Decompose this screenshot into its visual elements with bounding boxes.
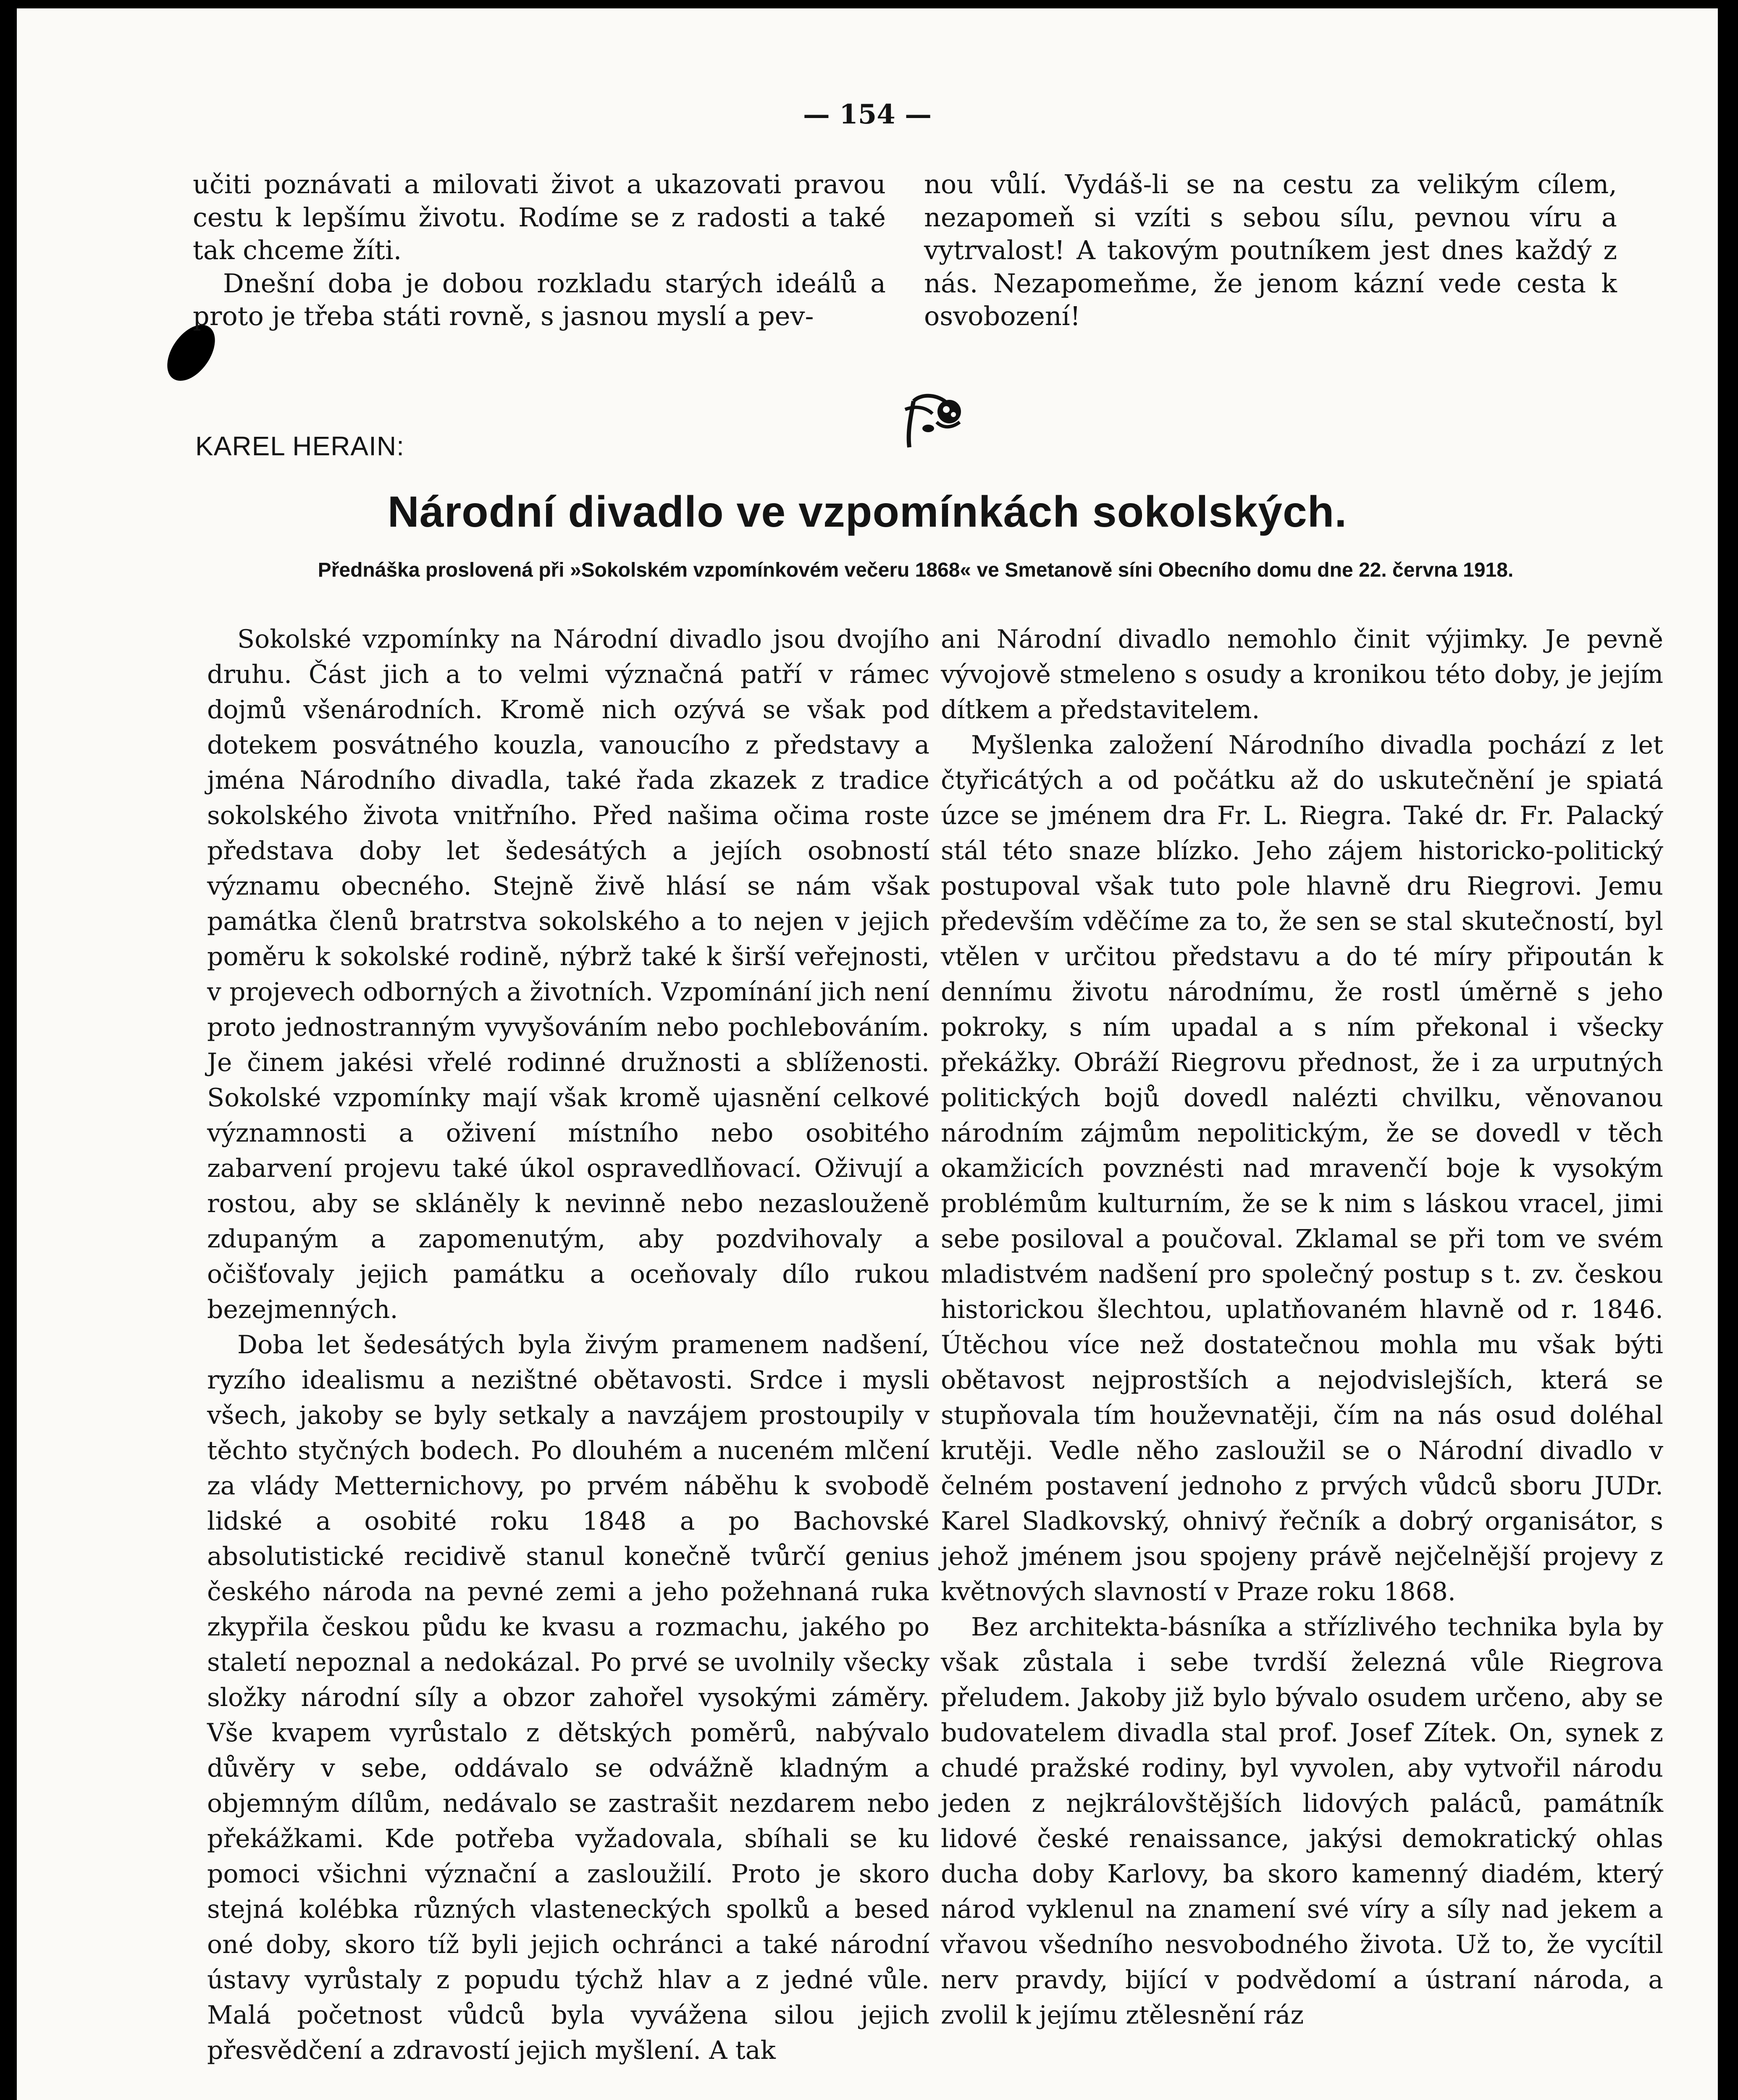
article-paragraph: Myšlenka založení Národního divadla pochází z let čtyřicátých a od počátku až do uskutečnění je spiatá úzce se jménem dra Fr. L. Riegra. Také dr. Fr. Palacký stál této snaze blízko. Jeho zájem historicko-politický postupoval však tuto pole hlavně dru Riegrovi. Jemu především vděčíme za to, že sen se stal skutečností, byl vtělen v určitou představu a do té míry připoután k dennímu životu národnímu, že rostl úměrně s jeho pokroky, s ním upadal a s ním překonal i všecky překážky. Obráží Riegrovu přednost, že i za urputných politických bojů dovedl nalézti chvilku, věnovanou národním zájmům nepolitickým, že se dovedl v těch okamžicích povznésti nad mravenčí boje k vysokým problémům kulturním, že se k nim s láskou vracel, jimi sebe posiloval a poučoval. Zklamal se při tom ve svém mladistvém nadšení pro společný postup s t. zv. českou historickou šlechtou, uplatňovaném hlavně od r. 1846. Útěchou více než dostatečnou mohla mu však býti obětavost nejprostších a nejodvislejších, která se stupňovala tím houževnatěji, čím na nás osud doléhal krutěji. Vedle něho zasloužil se o Národní divadlo v čelném postavení jednoho z prvých vůdců sboru JUDr. Karel Sladkovský, ohnivý řečník a dobrý organisátor, s jehož jménem jsou spojeny právě nejčelnější projevy z květnových slavností v Praze roku 1868. — [941, 730, 1663, 1606]
continuation-right-column — [924, 168, 1617, 333]
continuation-paragraph: Dnešní doba je dobou rozkladu starých ideálů a proto je třeba státi rovně, s jasnou myslí a pev- — [193, 268, 886, 331]
article-paragraph: ani Národní divadlo nemohlo činit výjimky. Je pevně vývojově stmeleno s osudy a kronikou této doby, je jejím dítkem a představitelem. — [941, 625, 1663, 724]
continuation-paragraph: učiti poznávati a milovati život a ukazovati pravou cestu k lepšímu životu. Rodíme se z radosti a také tak chceme žíti. — [193, 169, 886, 265]
article-subtitle: Přednáška proslovená při »Sokolském vzpomínkovém večeru 1868« ve Smetanově síni Obecního domu dne 22. června 1918. — [318, 559, 1514, 581]
page-number: — 154 — — [803, 99, 932, 130]
article-left-column — [207, 622, 929, 2068]
article-paragraph: Sokolské vzpomínky na Národní divadlo jsou dvojího druhu. Část jich a to velmi význačná patří v rámec dojmů všenárodních. Kromě nich ozývá se však pod dotekem posvátného kouzla, vanoucího z představy a jména Národního divadla, také řada zkazek z tradice sokolského života vnitřního. Před našima očima roste představa doby let šedesátých a jejích osobností významu obecného. Stejně živě hlásí se nám však památka členů bratrstva sokolského a to nejen v jejich poměru k sokolské rodině, nýbrž také k širší veřejnosti, v projevech odborných a životních. Vzpomínání jich není proto jednostranným vyvyšováním nebo pochlebováním. Je činem jakési vřelé rodinné družnosti a sblíženosti. Sokolské vzpomínky mají však kromě ujasnění celkové významnosti a oživení místního nebo osobitého zabarvení projevu také úkol ospravedlňovací. Oživují a rostou, aby se skláněly k nevinně nebo nezaslouženě zdupaným a zapomenutým, aby pozdvihovaly a očišťovaly jejich památku a oceňovaly dílo rukou bezejmenných. — [207, 625, 929, 1324]
continuation-paragraph: nou vůlí. Vydáš-li se na cestu za velikým cílem, nezapomeň si vzíti s sebou sílu, pevnou víru a vytrvalost! A takovým poutníkem jest dnes každý z nás. Nezapomeňme, že jenom kázní vede cesta k osvobození! — [924, 169, 1617, 331]
article-paragraph: Doba let šedesátých byla živým pramenem nadšení, ryzího idealismu a nezištné obětavosti. Srdce i mysli všech, jakoby se byly setkaly a navzájem prostoupily v těchto styčných bodech. Po dlouhém a nuceném mlčení za vlády Metternichovy, po prvém náběhu k svobodě lidské a osobité roku 1848 a po Bachovské absolutistické recidivě stanul konečně tvůrčí genius českého národa na pevné zemi a jeho požehnaná ruka zkypřila českou půdu ke kvasu a rozmachu, jakého po staletí nepoznal a nedokázal. Po prvé se uvolnily všecky složky národní síly a obzor zahořel vysokými záměry. Vše kvapem vyrůstalo z dětských poměrů, nabývalo důvěry v sebe, oddávalo se odvážně kladným a objemným dílům, nedávalo se zastrašit nezdarem nebo překážkami. Kde potřeba vyžadovala, sbíhali se ku pomoci všichni význační a zasloužilí. Proto je skoro stejná kolébka různých vlasteneckých spolků a besed oné doby, skoro tíž byli jejich ochránci a také národní ústavy vyrůstaly z popudu týchž hlav a z jedné vůle. Malá početnost vůdců byla vyvážena silou jejich přesvědčení a zdravostí jejich myšlení. A tak — [207, 1330, 929, 2065]
article-title: Národní divadlo ve vzpomínkách sokolských. — [387, 488, 1347, 536]
author-name: KAREL HERAIN: — [195, 431, 404, 461]
article-right-column — [941, 622, 1663, 2033]
article-paragraph: Bez architekta-básníka a střízlivého technika byla by však zůstala i sebe tvrdší železná vůle Riegrova přeludem. Jakoby již bylo bývalo osudem určeno, aby se budovatelem divadla stal prof. Josef Zítek. On, synek z chudé pražské rodiny, byl vyvolen, aby vytvořil národu jeden z nejkrálovštějších lidových paláců, památník lidové české renaissance, jakýsi demokratický ohlas ducha doby Karlovy, ba skoro kamenný diadém, který národ vyklenul na znamení své víry a síly nad jekem a vřavou všedního nesvobodného života. Už to, že vycítil nerv pravdy, bijící v podvědomí a ústraní národa, a zvolil k jejímu ztělesnění ráz — [941, 1612, 1663, 2030]
continuation-left-column — [193, 168, 886, 333]
floral-ornament-icon — [897, 388, 968, 452]
scanned-page — [17, 8, 1718, 2100]
